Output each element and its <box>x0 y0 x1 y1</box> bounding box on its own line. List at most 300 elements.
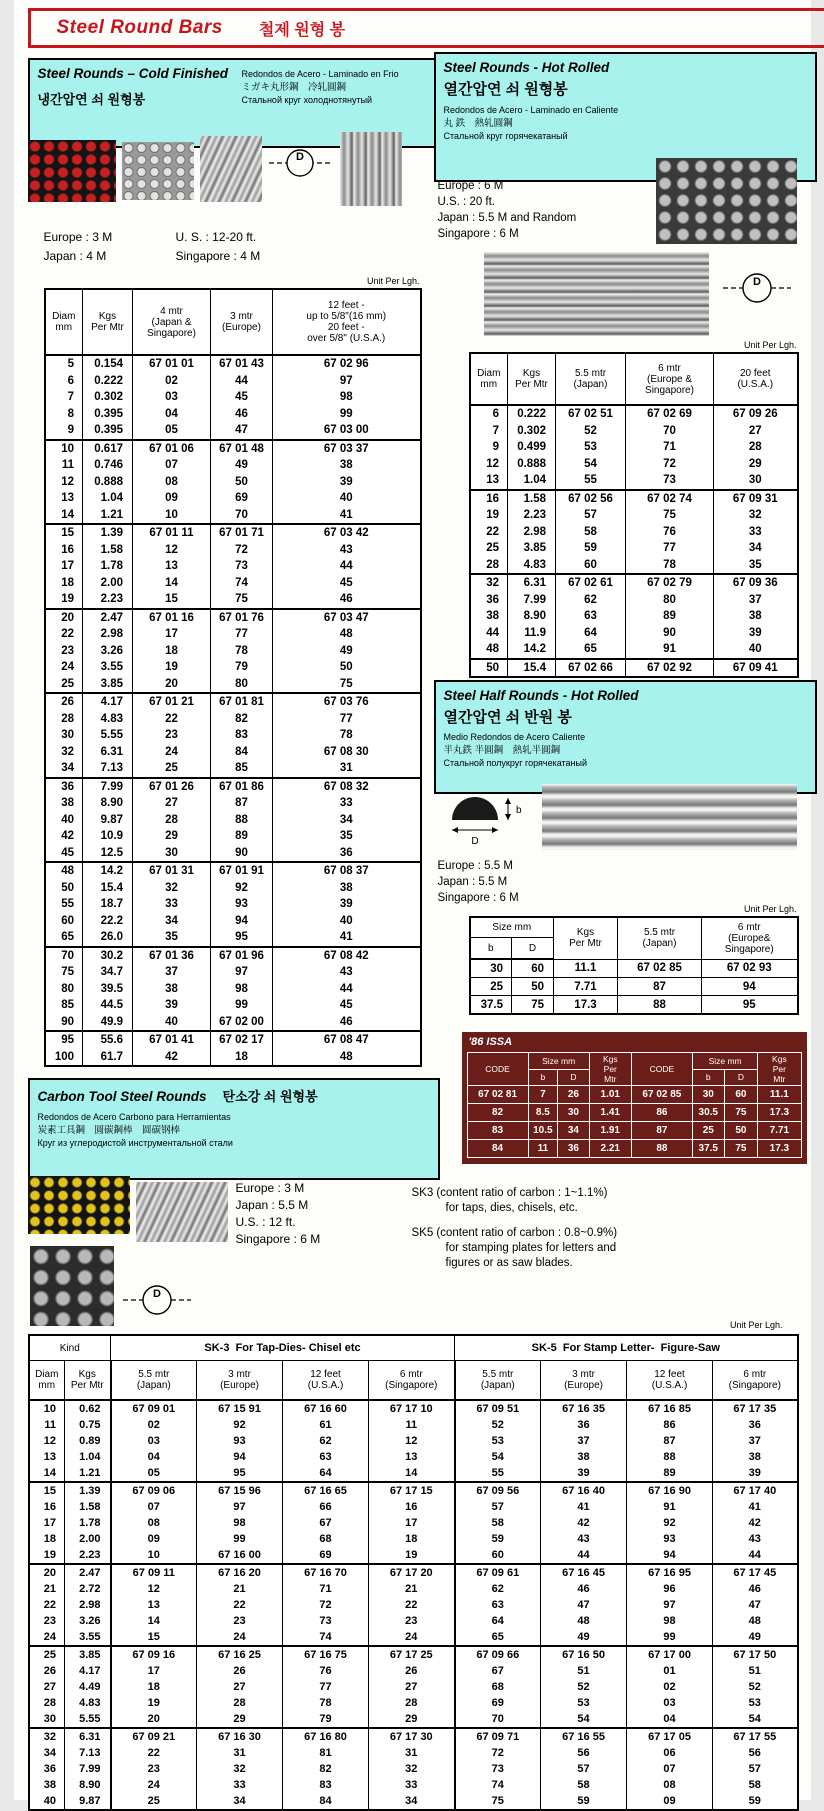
table-cell: 82 <box>283 1761 369 1777</box>
table-cell: 67 01 91 <box>211 862 273 880</box>
table-cell: 6.31 <box>508 574 556 592</box>
table-cell: 23 <box>29 1613 65 1629</box>
table-cell: 68 <box>283 1531 369 1547</box>
table-cell: 48 <box>273 1049 421 1067</box>
col-header-d: D <box>558 1069 590 1086</box>
table-cell: 75 <box>45 964 83 981</box>
table-cell: 67 01 71 <box>211 524 273 542</box>
table-cell: 25 <box>692 1122 724 1140</box>
diameter-symbol-cold <box>268 142 332 189</box>
col-header-kgs: Kgs Per Mtr <box>554 917 618 959</box>
table-cell: 20 <box>29 1564 65 1581</box>
table-cell: 10 <box>45 440 83 458</box>
table-cell: 30 <box>692 1086 724 1104</box>
table-row <box>470 959 798 978</box>
photo-hot-rolled-bar-ends <box>656 158 797 244</box>
table-cell: 87 <box>631 1122 692 1140</box>
table-row <box>45 693 421 711</box>
table-row <box>470 472 798 490</box>
table-cell: 24 <box>197 1629 283 1646</box>
table-cell: 38 <box>273 457 421 474</box>
table-cell: 82 <box>467 1104 528 1122</box>
table-cell: 63 <box>455 1597 541 1613</box>
table-cell: 36 <box>713 1417 798 1433</box>
diameter-letter: D <box>153 1288 161 1300</box>
lang-russian: Стальной полукруг горячекатаный <box>444 757 807 770</box>
table-cell: 98 <box>197 1515 283 1531</box>
table-cell: 44 <box>541 1547 627 1564</box>
table-cell: 72 <box>626 456 714 473</box>
table-row <box>45 474 421 491</box>
table-cell: 95 <box>45 1031 83 1049</box>
table-cell: 97 <box>197 1499 283 1515</box>
table-cell: 67 01 43 <box>211 355 273 373</box>
table-cell: 07 <box>111 1499 197 1515</box>
hot-rolled-title-korean: 열간압연 쇠 원형봉 <box>444 78 807 99</box>
table-cell: 4.17 <box>83 693 133 711</box>
table-cell: 1.78 <box>65 1515 111 1531</box>
table-cell: 22 <box>197 1597 283 1613</box>
table-cell: 08 <box>133 474 211 491</box>
table-cell: 42 <box>45 828 83 845</box>
table-cell: 35 <box>273 828 421 845</box>
table-row <box>45 880 421 897</box>
table-cell: 24 <box>45 659 83 676</box>
table-cell: 12 <box>470 456 508 473</box>
table-cell: 18.7 <box>83 896 133 913</box>
table-cell: 10 <box>133 507 211 525</box>
table-cell: 67 16 45 <box>541 1564 627 1581</box>
table-cell: 60 <box>455 1547 541 1564</box>
table-cell: 54 <box>713 1711 798 1728</box>
table-cell: 0.222 <box>508 405 556 423</box>
table-cell: 9 <box>470 439 508 456</box>
length-entry: Europe : 3 M <box>236 1180 321 1197</box>
table-cell: 97 <box>211 964 273 981</box>
table-cell: 62 <box>283 1433 369 1449</box>
table-cell: 53 <box>556 439 626 456</box>
table-cell: 28 <box>29 1695 65 1711</box>
table-cell: 59 <box>713 1793 798 1810</box>
lang-spanish: Redondos de Acero Carbono para Herramientas <box>38 1111 430 1124</box>
unit-label-half: Unit Per Lgh. <box>469 904 797 914</box>
table-row <box>45 727 421 744</box>
half-rounds-title: Steel Half Rounds - Hot Rolled <box>444 688 807 703</box>
table-cell: 30 <box>29 1711 65 1728</box>
table-cell: 98 <box>627 1613 713 1629</box>
table-cell: 67 01 36 <box>133 947 211 965</box>
cold-finished-title: Steel Rounds – Cold Finished <box>38 66 234 81</box>
table-cell: 67 09 11 <box>111 1564 197 1581</box>
table-cell: 57 <box>541 1761 627 1777</box>
table-cell: 32 <box>197 1761 283 1777</box>
table-cell: 67 08 30 <box>273 744 421 761</box>
kind-header: Kind <box>29 1335 111 1361</box>
table-row <box>45 929 421 947</box>
table-cell: 18 <box>29 1531 65 1547</box>
table-cell: 32 <box>45 744 83 761</box>
col-header-sk5-japan: 5.5 mtr (Japan) <box>455 1361 541 1401</box>
table-row <box>45 591 421 609</box>
table-cell: 40 <box>45 812 83 829</box>
table-cell: 67 09 61 <box>455 1564 541 1581</box>
table-cell: 5.55 <box>83 727 133 744</box>
table-cell: 23 <box>45 643 83 660</box>
table-cell: 41 <box>713 1499 798 1515</box>
table-cell: 39.5 <box>83 981 133 998</box>
table-cell: 67 16 80 <box>283 1728 369 1745</box>
sk3-note-line1: SK3 (content ratio of carbon : 1~1.1%) <box>412 1186 762 1201</box>
table-cell: 99 <box>273 406 421 423</box>
table-row <box>45 422 421 440</box>
table-cell: 47 <box>713 1597 798 1613</box>
table-row <box>467 1140 801 1158</box>
table-cell: 44 <box>273 981 421 998</box>
table-cell: 67 17 30 <box>369 1728 455 1745</box>
table-cell: 67 16 20 <box>197 1564 283 1581</box>
table-row <box>467 1122 801 1140</box>
table-cell: 16 <box>470 490 508 508</box>
table-cell: 7.71 <box>758 1122 801 1140</box>
table-cell: 75 <box>724 1140 758 1158</box>
table-cell: 17.3 <box>554 996 618 1015</box>
table-cell: 8.90 <box>83 795 133 812</box>
table-cell: 17.3 <box>758 1104 801 1122</box>
table-cell: 97 <box>627 1597 713 1613</box>
col-header-code: CODE <box>631 1053 692 1086</box>
table-cell: 67 02 00 <box>211 1014 273 1032</box>
table-cell: 2.98 <box>65 1597 111 1613</box>
table-cell: 94 <box>197 1449 283 1465</box>
col-header-sk5-usa: 12 feet (U.S.A.) <box>627 1361 713 1401</box>
table-cell: 67 09 21 <box>111 1728 197 1745</box>
table-cell: 77 <box>283 1679 369 1695</box>
table-cell: 26 <box>197 1663 283 1679</box>
table-cell: 67 09 41 <box>714 659 798 678</box>
table-cell: 28 <box>369 1695 455 1711</box>
table-cell: 67 02 66 <box>556 659 626 678</box>
table-cell: 44 <box>713 1547 798 1564</box>
table-row <box>29 1695 798 1711</box>
table-cell: 4.17 <box>65 1663 111 1679</box>
table-cell: 15.4 <box>83 880 133 897</box>
table-cell: 67 17 20 <box>369 1564 455 1581</box>
table-cell: 17.3 <box>758 1140 801 1158</box>
table-cell: 79 <box>283 1711 369 1728</box>
table-cell: 12 <box>133 542 211 559</box>
hot-rolled-table <box>469 352 799 678</box>
col-header-sk3-singapore: 6 mtr (Singapore) <box>369 1361 455 1401</box>
table-cell: 8.90 <box>65 1777 111 1793</box>
table-cell: 26 <box>369 1663 455 1679</box>
table-cell: 56 <box>541 1745 627 1761</box>
diameter-symbol-hot <box>722 266 792 315</box>
table-cell: 93 <box>211 896 273 913</box>
col-header-diam: Diam mm <box>470 353 508 405</box>
table-cell: 69 <box>455 1695 541 1711</box>
table-cell: 18 <box>111 1679 197 1695</box>
table-cell: 99 <box>627 1629 713 1646</box>
col-header-japan: 5.5 mtr (Japan) <box>556 353 626 405</box>
table-cell: 53 <box>455 1433 541 1449</box>
table-cell: 08 <box>111 1515 197 1531</box>
table-cell: 0.746 <box>83 457 133 474</box>
lang-spanish: Redondos de Acero - Laminado en Frio <box>242 68 399 81</box>
table-cell: 28 <box>133 812 211 829</box>
table-cell: 7.13 <box>83 760 133 778</box>
table-cell: 30.5 <box>692 1104 724 1122</box>
table-cell: 24 <box>111 1777 197 1793</box>
table-cell: 62 <box>556 592 626 609</box>
table-cell: 97 <box>273 373 421 390</box>
table-cell: 40 <box>29 1793 65 1810</box>
table-cell: 23 <box>111 1761 197 1777</box>
cold-finished-titles <box>38 66 234 140</box>
table-row <box>45 997 421 1014</box>
table-cell: 36 <box>558 1140 590 1158</box>
col-header-usa: 12 feet - up to 5/8"(16 mm) 20 feet - over 5/8" (U.S.A.) <box>273 289 421 355</box>
table-cell: 24 <box>29 1629 65 1646</box>
table-cell: 04 <box>133 406 211 423</box>
table-row <box>470 507 798 524</box>
table-cell: 88 <box>631 1140 692 1158</box>
length-entry: Japan : 5.5 M <box>438 874 519 890</box>
table-cell: 64 <box>556 625 626 642</box>
table-cell: 75 <box>626 507 714 524</box>
table-cell: 0.499 <box>508 439 556 456</box>
cold-finished-title-korean: 냉간압연 쇠 원형봉 <box>38 89 234 108</box>
table-cell: 85 <box>45 997 83 1014</box>
table-cell: 42 <box>713 1515 798 1531</box>
table-cell: 35 <box>714 557 798 575</box>
table-cell: 21 <box>197 1581 283 1597</box>
table-cell: 30 <box>470 959 512 978</box>
table-cell: 4.83 <box>508 557 556 575</box>
table-cell: 58 <box>713 1777 798 1793</box>
table-cell: 1.58 <box>65 1499 111 1515</box>
table-cell: 72 <box>211 542 273 559</box>
table-cell: 67 02 61 <box>556 574 626 592</box>
table-cell: 2.98 <box>83 626 133 643</box>
table-row <box>45 711 421 728</box>
table-cell: 31 <box>369 1745 455 1761</box>
table-cell: 38 <box>713 1449 798 1465</box>
table-row <box>29 1629 798 1646</box>
table-cell: 37 <box>714 592 798 609</box>
table-cell: 46 <box>211 406 273 423</box>
table-cell: 19 <box>45 591 83 609</box>
table-cell: 05 <box>111 1465 197 1482</box>
table-cell: 11 <box>369 1417 455 1433</box>
table-cell: 03 <box>133 389 211 406</box>
table-row <box>45 744 421 761</box>
table-cell: 9.87 <box>83 812 133 829</box>
table-cell: 51 <box>713 1663 798 1679</box>
table-row <box>470 659 798 678</box>
col-header-diam: Diam mm <box>45 289 83 355</box>
table-cell: 34 <box>29 1745 65 1761</box>
table-cell: 76 <box>283 1663 369 1679</box>
table-cell: 0.302 <box>508 423 556 440</box>
table-row <box>29 1449 798 1465</box>
table-cell: 50 <box>724 1122 758 1140</box>
issa-label: '86 ISSA <box>467 1035 802 1052</box>
table-cell: 39 <box>714 625 798 642</box>
length-entry: U. S. : 12-20 ft. <box>176 228 384 247</box>
table-cell: 67 03 76 <box>273 693 421 711</box>
table-cell: 67 08 42 <box>273 947 421 965</box>
table-cell: 37 <box>133 964 211 981</box>
table-row <box>45 542 421 559</box>
table-cell: 2.00 <box>65 1531 111 1547</box>
unit-label-hot: Unit Per Lgh. <box>469 340 797 350</box>
table-cell: 65 <box>556 641 626 659</box>
sk-table-body <box>29 1400 798 1810</box>
photo-half-round-bars <box>542 784 797 850</box>
table-cell: 38 <box>470 608 508 625</box>
table-cell: 33 <box>714 524 798 541</box>
table-row <box>45 558 421 575</box>
table-row <box>470 540 798 557</box>
table-row <box>45 389 421 406</box>
table-cell: 67 01 41 <box>133 1031 211 1049</box>
table-row <box>45 1014 421 1032</box>
table-cell: 50 <box>45 880 83 897</box>
col-header-4mtr: 4 mtr (Japan & Singapore) <box>133 289 211 355</box>
table-cell: 74 <box>211 575 273 592</box>
photo-red-end-bar-bundle <box>28 140 116 202</box>
table-cell: 1.78 <box>83 558 133 575</box>
table-cell: 1.04 <box>508 472 556 490</box>
table-row <box>45 981 421 998</box>
table-cell: 77 <box>211 626 273 643</box>
table-cell: 11 <box>528 1140 558 1158</box>
table-row <box>470 574 798 592</box>
table-cell: 1.21 <box>65 1465 111 1482</box>
table-cell: 7.99 <box>83 778 133 796</box>
table-cell: 87 <box>627 1433 713 1449</box>
hot-rolled-lengths <box>438 178 577 242</box>
lang-spanish: Medio Redondos de Acero Caliente <box>444 731 807 744</box>
table-cell: 90 <box>211 845 273 863</box>
table-cell: 54 <box>541 1711 627 1728</box>
unit-label-cold: Unit Per Lgh. <box>44 276 420 286</box>
page-title-korean: 철제 원형 봉 <box>259 17 345 40</box>
table-row <box>29 1745 798 1761</box>
sk-kind-header-row <box>29 1335 798 1361</box>
table-cell: 38 <box>133 981 211 998</box>
table-cell: 22 <box>369 1597 455 1613</box>
table-cell: 34 <box>369 1793 455 1810</box>
table-row <box>45 947 421 965</box>
table-cell: 78 <box>626 557 714 575</box>
table-cell: 67 09 51 <box>455 1400 541 1417</box>
table-cell: 67 17 35 <box>713 1400 798 1417</box>
carbon-title-row <box>38 1086 430 1105</box>
table-cell: 6 <box>45 373 83 390</box>
table-cell: 39 <box>273 474 421 491</box>
table-cell: 23 <box>133 727 211 744</box>
col-header-code: CODE <box>467 1053 528 1086</box>
table-cell: 87 <box>618 978 702 996</box>
table-cell: 67 17 10 <box>369 1400 455 1417</box>
table-cell: 33 <box>369 1777 455 1793</box>
table-cell: 74 <box>283 1629 369 1646</box>
table-cell: 98 <box>273 389 421 406</box>
table-cell: 09 <box>133 490 211 507</box>
dimension-b-label: b <box>516 805 522 816</box>
table-row <box>470 423 798 440</box>
table-cell: 95 <box>197 1465 283 1482</box>
table-cell: 84 <box>467 1140 528 1158</box>
table-cell: 71 <box>283 1581 369 1597</box>
table-cell: 25 <box>133 760 211 778</box>
catalog-page <box>14 0 811 1800</box>
table-cell: 31 <box>197 1745 283 1761</box>
table-cell: 46 <box>713 1581 798 1597</box>
table-cell: 44.5 <box>83 997 133 1014</box>
table-cell: 91 <box>626 641 714 659</box>
table-cell: 13 <box>111 1597 197 1613</box>
col-header-europe-sg: 6 mtr (Europe& Singapore) <box>702 917 798 959</box>
col-header-b: b <box>692 1069 724 1086</box>
table-cell: 35 <box>133 929 211 947</box>
table-cell: 67 16 85 <box>627 1400 713 1417</box>
sk5-header: SK-5 For Stamp Letter- Figure-Saw <box>455 1335 798 1361</box>
table-cell: 65 <box>455 1629 541 1646</box>
table-cell: 67 02 79 <box>626 574 714 592</box>
table-cell: 33 <box>133 896 211 913</box>
table-cell: 64 <box>283 1465 369 1482</box>
table-cell: 9 <box>45 422 83 440</box>
col-header-kgs: Kgs Per Mtr <box>589 1053 631 1086</box>
table-cell: 11.1 <box>758 1086 801 1104</box>
table-row <box>470 625 798 642</box>
table-cell: 32 <box>29 1728 65 1745</box>
issa-header-row1 <box>467 1053 801 1070</box>
table-cell: 7.71 <box>554 978 618 996</box>
table-cell: 67 09 31 <box>714 490 798 508</box>
table-cell: 67 16 25 <box>197 1646 283 1663</box>
table-row <box>29 1531 798 1547</box>
col-header-size: Size mm <box>528 1053 589 1070</box>
table-cell: 10.9 <box>83 828 133 845</box>
table-cell: 36 <box>470 592 508 609</box>
table-row <box>45 626 421 643</box>
table-row <box>45 845 421 863</box>
table-cell: 53 <box>541 1695 627 1711</box>
col-header-size: Size mm <box>470 917 554 938</box>
table-cell: 100 <box>45 1049 83 1067</box>
table-cell: 48 <box>470 641 508 659</box>
table-cell: 14 <box>133 575 211 592</box>
sk3-header: SK-3 For Tap-Dies- Chisel etc <box>111 1335 455 1361</box>
table-row <box>29 1482 798 1499</box>
table-cell: 25 <box>470 978 512 996</box>
table-cell: 67 08 47 <box>273 1031 421 1049</box>
table-cell: 33 <box>197 1777 283 1793</box>
table-cell: 30 <box>133 845 211 863</box>
table-cell: 11 <box>29 1417 65 1433</box>
table-cell: 54 <box>556 456 626 473</box>
table-cell: 38 <box>45 795 83 812</box>
table-row <box>29 1515 798 1531</box>
table-row <box>29 1465 798 1482</box>
photo-diagonal-bars <box>200 136 262 202</box>
table-cell: 2.00 <box>83 575 133 592</box>
carbon-title-korean: 탄소강 쇠 원형봉 <box>223 1086 318 1105</box>
table-cell: 0.888 <box>83 474 133 491</box>
